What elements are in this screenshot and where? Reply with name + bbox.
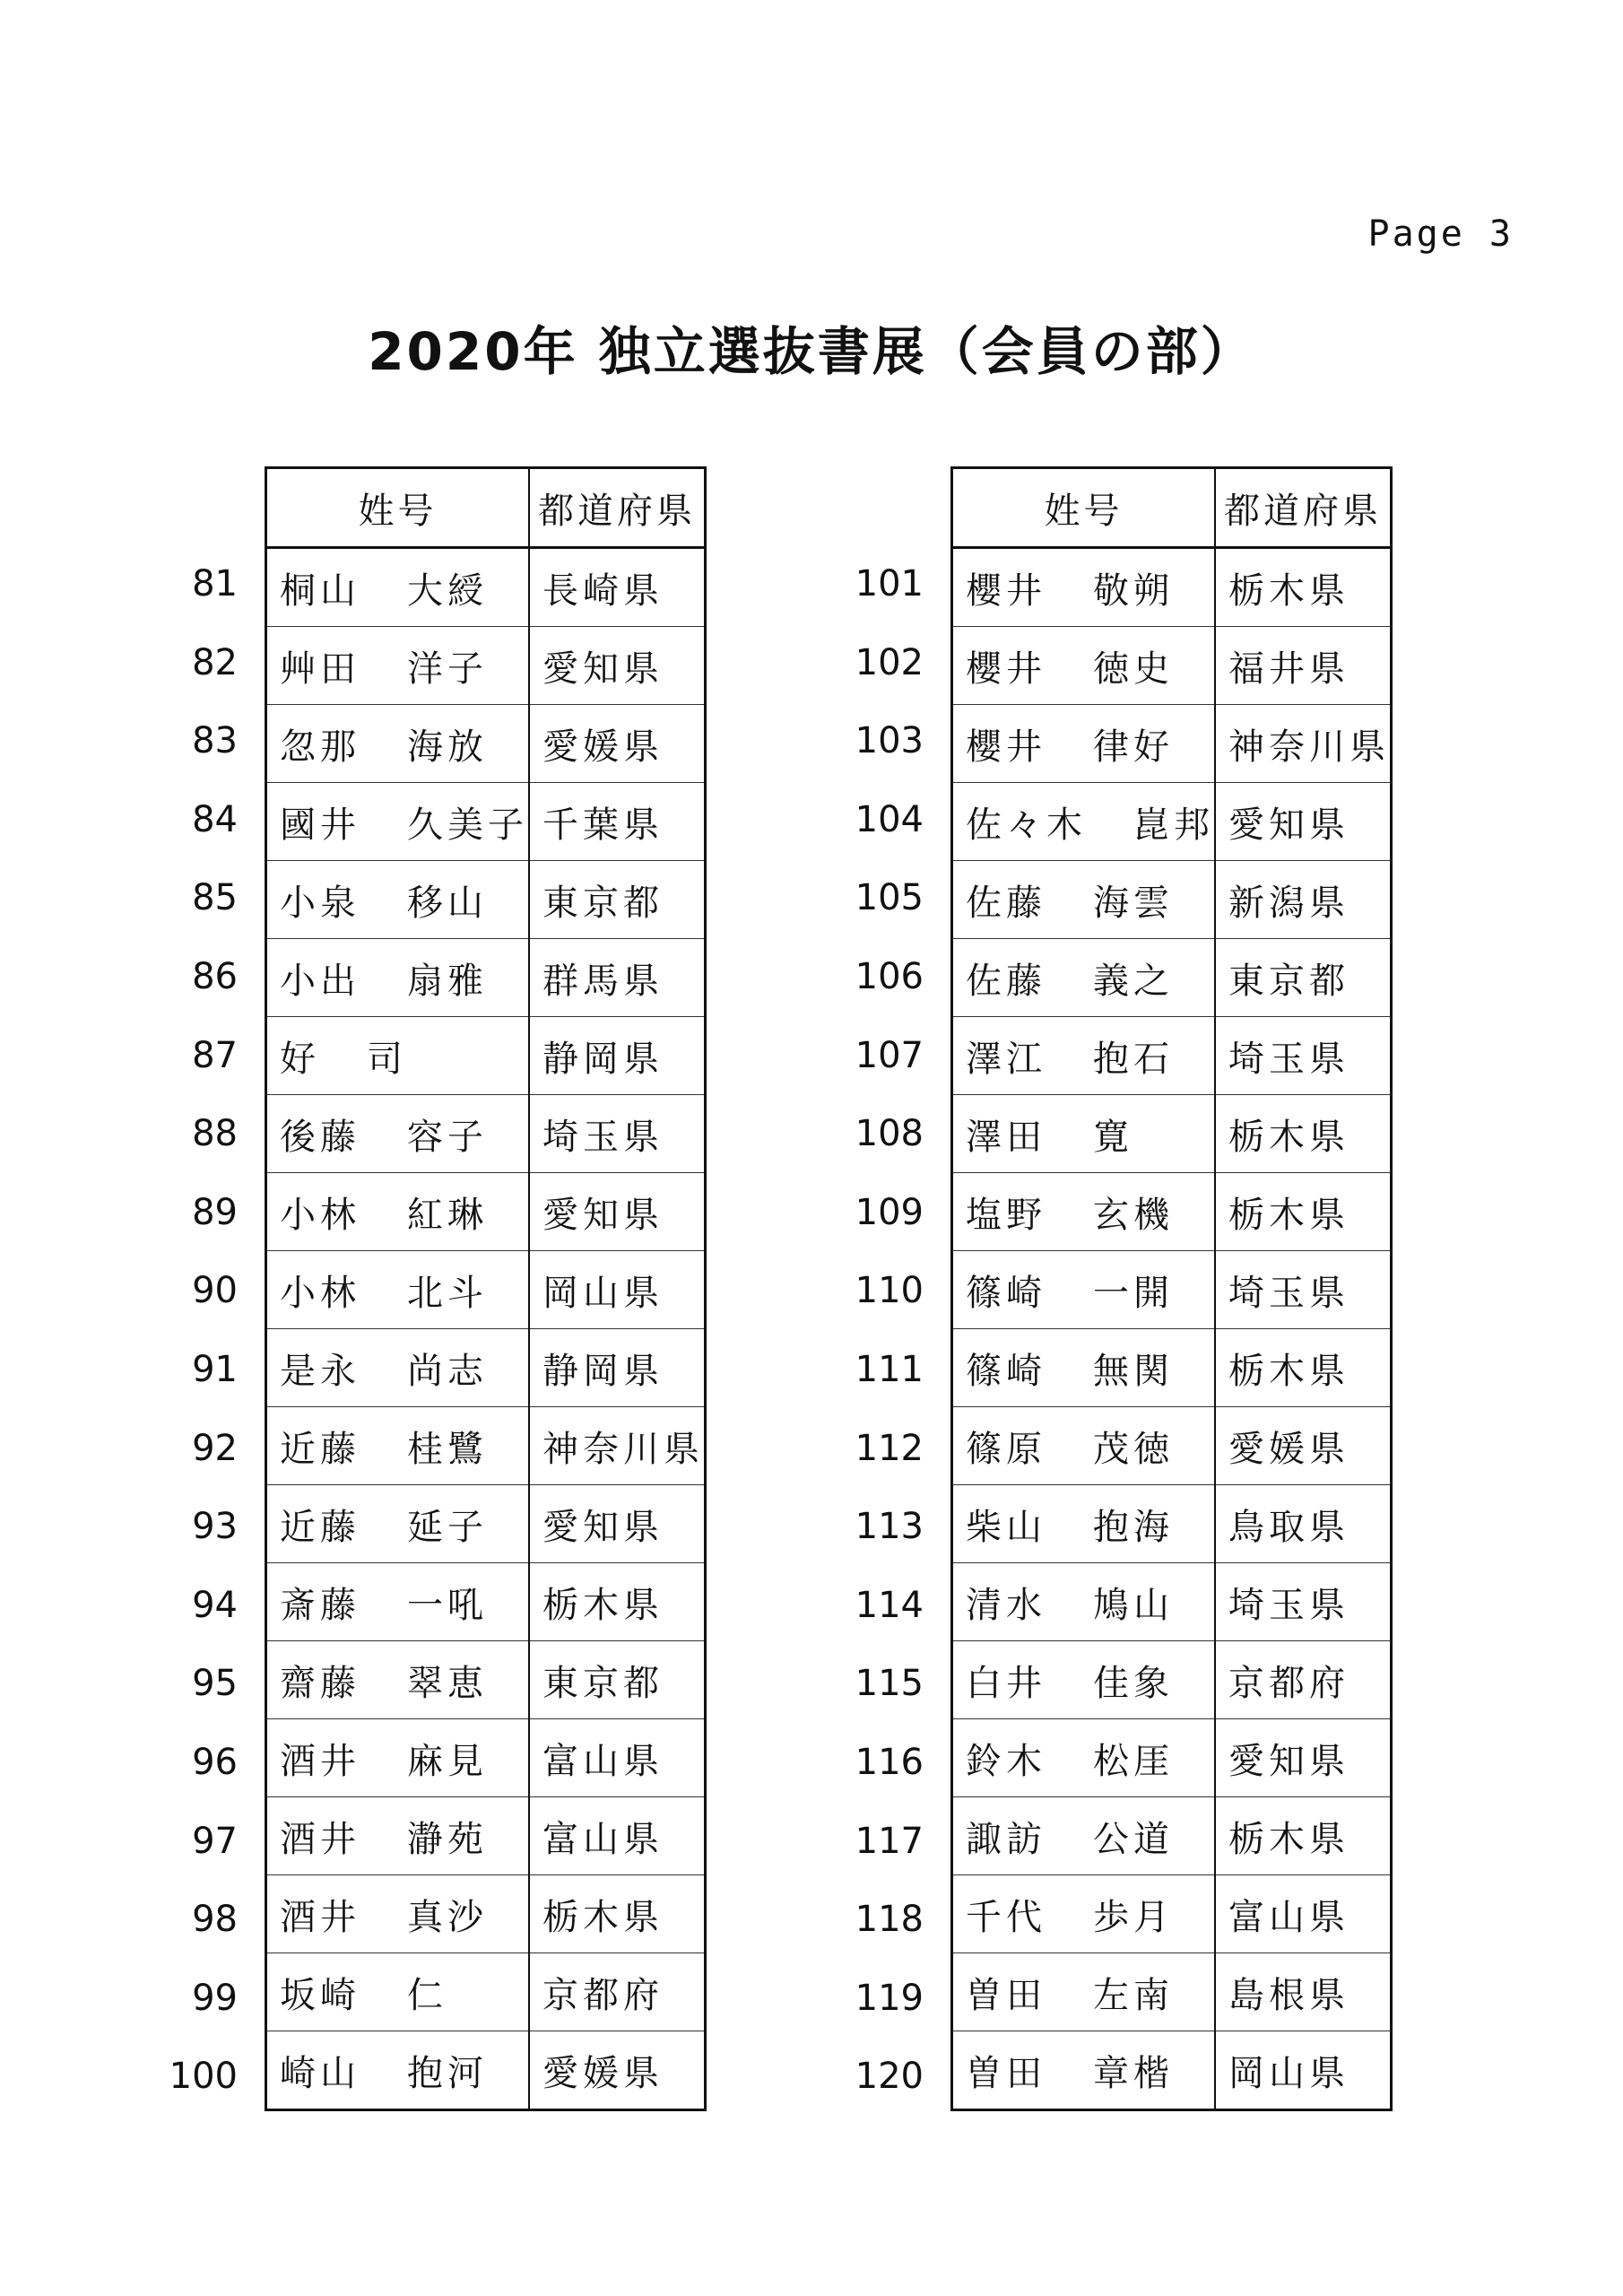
family-name: 篠崎 — [966, 1272, 1046, 1314]
name-cell — [952, 783, 1216, 861]
row-number: 82 — [192, 641, 238, 683]
family-name: 澤江 — [966, 1038, 1046, 1080]
table-row — [952, 1641, 1392, 1719]
table-row — [266, 1329, 706, 1407]
prefecture-cell: 愛知県 — [529, 1485, 706, 1563]
row-number: 111 — [855, 1348, 924, 1390]
prefecture-cell: 福井県 — [1215, 627, 1392, 705]
given-name: 桂鷺 — [407, 1428, 488, 1470]
prefecture-cell: 愛知県 — [529, 627, 706, 705]
table-row — [266, 1953, 706, 2031]
row-number: 95 — [192, 1663, 238, 1705]
row-number: 108 — [855, 1113, 924, 1155]
given-name: 海雲 — [1093, 882, 1174, 924]
family-name: 篠崎 — [966, 1350, 1046, 1392]
row-number: 83 — [192, 720, 238, 762]
row-number: 100 — [169, 2056, 238, 2098]
prefecture-cell: 愛媛県 — [1215, 1407, 1392, 1485]
family-name: 是永 — [280, 1350, 360, 1392]
table-row — [266, 1017, 706, 1095]
name-cell — [266, 783, 530, 861]
row-number: 117 — [855, 1820, 924, 1862]
right-roster-table — [950, 466, 1393, 2111]
prefecture-cell: 富山県 — [529, 1797, 706, 1875]
prefecture-cell: 栃木県 — [1215, 1797, 1392, 1875]
table-row — [952, 1173, 1392, 1251]
table-row — [266, 783, 706, 861]
given-name: 茂徳 — [1093, 1428, 1174, 1470]
prefecture-column-header: 都道府県 — [1215, 468, 1392, 548]
given-name: 左南 — [1093, 1974, 1174, 2016]
name-cell — [266, 1563, 530, 1641]
prefecture-cell: 富山県 — [529, 1719, 706, 1797]
prefecture-cell: 東京都 — [529, 861, 706, 939]
table-row — [266, 1797, 706, 1875]
given-name: 玄機 — [1093, 1194, 1174, 1236]
family-name: 坂崎 — [280, 1974, 360, 2016]
name-cell — [952, 1173, 1216, 1251]
name-cell — [952, 1563, 1216, 1641]
row-number: 85 — [192, 877, 238, 919]
table-row — [266, 627, 706, 705]
row-number: 90 — [192, 1270, 238, 1312]
name-cell — [952, 1329, 1216, 1407]
given-name: 佳象 — [1093, 1662, 1174, 1704]
family-name: 佐藤 — [966, 960, 1046, 1002]
family-name: 佐々木 — [966, 804, 1087, 846]
family-name: 酒井 — [280, 1818, 360, 1860]
family-name: 櫻井 — [966, 648, 1046, 690]
table-row — [952, 1953, 1392, 2031]
table-row — [266, 2031, 706, 2110]
prefecture-cell: 群馬県 — [529, 939, 706, 1017]
prefecture-cell: 埼玉県 — [1215, 1251, 1392, 1329]
prefecture-cell: 富山県 — [1215, 1875, 1392, 1953]
name-cell — [266, 1017, 530, 1095]
name-cell — [952, 1953, 1216, 2031]
family-name: 小林 — [280, 1272, 360, 1314]
row-number: 98 — [192, 1899, 238, 1941]
family-name: 澤田 — [966, 1116, 1046, 1158]
prefecture-column-header: 都道府県 — [529, 468, 706, 548]
family-name: 諏訪 — [966, 1818, 1046, 1860]
prefecture-cell: 神奈川県 — [529, 1407, 706, 1485]
name-cell — [952, 1407, 1216, 1485]
given-name: 徳史 — [1093, 648, 1174, 690]
table-row — [952, 1875, 1392, 1953]
table-row — [952, 627, 1392, 705]
row-number: 113 — [855, 1506, 924, 1548]
given-name: 扇雅 — [407, 960, 488, 1002]
table-row — [266, 1641, 706, 1719]
row-number: 101 — [855, 563, 924, 604]
family-name: 艸田 — [280, 648, 360, 690]
name-cell — [266, 939, 530, 1017]
table-row — [266, 1719, 706, 1797]
given-name: 崑邦 — [1133, 804, 1214, 846]
name-cell — [952, 705, 1216, 783]
row-number: 110 — [855, 1270, 924, 1312]
table-row — [266, 705, 706, 783]
family-name: 酒井 — [280, 1896, 360, 1938]
table-row — [952, 1485, 1392, 1563]
prefecture-cell: 静岡県 — [529, 1017, 706, 1095]
name-cell — [266, 1875, 530, 1953]
prefecture-cell: 長崎県 — [529, 548, 706, 627]
family-name: 桐山 — [280, 570, 360, 612]
given-name: 麻見 — [407, 1740, 488, 1782]
row-number: 86 — [192, 955, 238, 997]
name-cell — [266, 1329, 530, 1407]
table-row — [266, 939, 706, 1017]
row-number: 119 — [855, 1977, 924, 2019]
right-header-row — [952, 468, 1392, 548]
table-row — [952, 2031, 1392, 2110]
row-number: 94 — [192, 1584, 238, 1626]
prefecture-cell: 千葉県 — [529, 783, 706, 861]
given-name: 海放 — [407, 726, 488, 768]
name-cell — [266, 1485, 530, 1563]
prefecture-cell: 京都府 — [529, 1953, 706, 2031]
given-name: 敬朔 — [1093, 570, 1174, 612]
family-name: 小出 — [280, 960, 360, 1002]
given-name: 寛 — [1093, 1116, 1133, 1158]
row-number: 107 — [855, 1034, 924, 1076]
table-row — [266, 1407, 706, 1485]
family-name: 柴山 — [966, 1506, 1046, 1548]
row-number: 120 — [855, 2056, 924, 2098]
family-name: 曽田 — [966, 2052, 1046, 2094]
prefecture-cell: 栃木県 — [1215, 548, 1392, 627]
table-row — [266, 861, 706, 939]
given-name: 律好 — [1093, 726, 1174, 768]
given-name: 松厓 — [1093, 1740, 1174, 1782]
family-name: 清水 — [966, 1584, 1046, 1626]
right-row-numbers — [825, 466, 924, 2117]
table-row — [266, 1095, 706, 1173]
given-name: 章楷 — [1093, 2052, 1174, 2094]
given-name: 抱河 — [407, 2052, 488, 2094]
table-row — [266, 1173, 706, 1251]
given-name: 北斗 — [407, 1272, 488, 1314]
given-name: 瀞苑 — [407, 1818, 488, 1860]
table-row — [952, 1251, 1392, 1329]
prefecture-cell: 東京都 — [1215, 939, 1392, 1017]
prefecture-cell: 栃木県 — [1215, 1173, 1392, 1251]
table-row — [266, 1251, 706, 1329]
family-name: 塩野 — [966, 1194, 1046, 1236]
name-cell — [266, 627, 530, 705]
given-name: 公道 — [1093, 1818, 1174, 1860]
row-number-spacer — [139, 466, 238, 545]
prefecture-cell: 静岡県 — [529, 1329, 706, 1407]
row-number: 102 — [855, 641, 924, 683]
row-number: 88 — [192, 1113, 238, 1155]
prefecture-cell: 埼玉県 — [1215, 1563, 1392, 1641]
name-cell — [952, 2031, 1216, 2110]
name-cell — [266, 1251, 530, 1329]
name-cell — [952, 1719, 1216, 1797]
table-row — [952, 861, 1392, 939]
family-name: 後藤 — [280, 1116, 360, 1158]
name-column-header: 姓号 — [952, 468, 1216, 548]
given-name: 久美子 — [407, 804, 528, 846]
family-name: 近藤 — [280, 1506, 360, 1548]
prefecture-cell: 愛媛県 — [529, 705, 706, 783]
name-cell — [952, 1875, 1216, 1953]
name-cell — [952, 861, 1216, 939]
family-name: 齋藤 — [280, 1662, 360, 1704]
prefecture-cell: 東京都 — [529, 1641, 706, 1719]
given-name: 移山 — [407, 882, 488, 924]
table-row — [952, 1329, 1392, 1407]
family-name: 酒井 — [280, 1740, 360, 1782]
family-name: 佐藤 — [966, 882, 1046, 924]
given-name: 抱石 — [1093, 1038, 1174, 1080]
given-name: 容子 — [407, 1116, 488, 1158]
name-cell — [952, 1641, 1216, 1719]
prefecture-cell: 島根県 — [1215, 1953, 1392, 2031]
prefecture-cell: 神奈川県 — [1215, 705, 1392, 783]
row-number: 91 — [192, 1348, 238, 1390]
family-name: 近藤 — [280, 1428, 360, 1470]
family-name: 忽那 — [280, 726, 360, 768]
name-cell — [266, 1173, 530, 1251]
row-number-spacer — [825, 466, 924, 545]
name-cell — [952, 627, 1216, 705]
prefecture-cell: 栃木県 — [1215, 1329, 1392, 1407]
row-number: 106 — [855, 955, 924, 997]
prefecture-cell: 栃木県 — [1215, 1095, 1392, 1173]
row-number: 81 — [192, 563, 238, 604]
given-name: 一開 — [1093, 1272, 1174, 1314]
row-number: 116 — [855, 1741, 924, 1783]
given-name: 洋子 — [407, 648, 488, 690]
given-name: 尚志 — [407, 1350, 488, 1392]
table-row — [952, 1017, 1392, 1095]
name-cell — [952, 1095, 1216, 1173]
family-name: 好 — [280, 1038, 320, 1080]
name-cell — [266, 705, 530, 783]
row-number: 92 — [192, 1427, 238, 1469]
table-row — [266, 1875, 706, 1953]
prefecture-cell: 栃木県 — [529, 1563, 706, 1641]
table-row — [952, 1719, 1392, 1797]
name-cell — [952, 1485, 1216, 1563]
name-cell — [952, 1251, 1216, 1329]
family-name: 白井 — [966, 1662, 1046, 1704]
name-cell — [266, 1641, 530, 1719]
given-name: 歩月 — [1093, 1896, 1174, 1938]
row-number: 103 — [855, 720, 924, 762]
given-name: 義之 — [1093, 960, 1174, 1002]
row-number: 114 — [855, 1584, 924, 1626]
table-row — [952, 705, 1392, 783]
row-number: 93 — [192, 1506, 238, 1548]
family-name: 櫻井 — [966, 726, 1046, 768]
name-cell — [266, 861, 530, 939]
row-number: 87 — [192, 1034, 238, 1076]
name-cell — [952, 548, 1216, 627]
row-number: 104 — [855, 798, 924, 840]
family-name: 小林 — [280, 1194, 360, 1236]
family-name: 小泉 — [280, 882, 360, 924]
table-row — [952, 1797, 1392, 1875]
given-name: 司 — [367, 1038, 407, 1080]
left-row-numbers — [139, 466, 238, 2117]
table-row — [952, 783, 1392, 861]
given-name: 紅琳 — [407, 1194, 488, 1236]
row-number: 89 — [192, 1191, 238, 1233]
given-name: 無関 — [1093, 1350, 1174, 1392]
prefecture-cell: 愛知県 — [1215, 783, 1392, 861]
given-name: 一吼 — [407, 1584, 488, 1626]
row-number: 99 — [192, 1977, 238, 2019]
row-number: 118 — [855, 1899, 924, 1941]
prefecture-cell: 愛知県 — [1215, 1719, 1392, 1797]
row-number: 115 — [855, 1663, 924, 1705]
table-row — [952, 1095, 1392, 1173]
prefecture-cell: 岡山県 — [529, 1251, 706, 1329]
family-name: 曽田 — [966, 1974, 1046, 2016]
page-number: Page 3 — [1367, 213, 1514, 255]
table-row — [952, 939, 1392, 1017]
family-name: 篠原 — [966, 1428, 1046, 1470]
name-cell — [266, 1407, 530, 1485]
name-column-header: 姓号 — [266, 468, 530, 548]
name-cell — [266, 1797, 530, 1875]
prefecture-cell: 埼玉県 — [529, 1095, 706, 1173]
family-name: 櫻井 — [966, 570, 1046, 612]
family-name: 千代 — [966, 1896, 1046, 1938]
left-roster-table — [265, 466, 707, 2111]
given-name: 真沙 — [407, 1896, 488, 1938]
row-number: 97 — [192, 1820, 238, 1862]
given-name: 仁 — [407, 1974, 447, 2016]
row-number: 109 — [855, 1191, 924, 1233]
name-cell — [266, 2031, 530, 2110]
given-name: 延子 — [407, 1506, 488, 1548]
prefecture-cell: 鳥取県 — [1215, 1485, 1392, 1563]
family-name: 崎山 — [280, 2052, 360, 2094]
prefecture-cell: 埼玉県 — [1215, 1017, 1392, 1095]
name-cell — [952, 1017, 1216, 1095]
prefecture-cell: 京都府 — [1215, 1641, 1392, 1719]
row-number: 105 — [855, 877, 924, 919]
row-number: 96 — [192, 1741, 238, 1783]
name-cell — [266, 1953, 530, 2031]
table-row — [952, 1563, 1392, 1641]
given-name: 鳩山 — [1093, 1584, 1174, 1626]
table-row — [266, 1563, 706, 1641]
family-name: 國井 — [280, 804, 360, 846]
left-header-row — [266, 468, 706, 548]
name-cell — [266, 1095, 530, 1173]
prefecture-cell: 栃木県 — [529, 1875, 706, 1953]
name-cell — [266, 548, 530, 627]
table-row — [266, 548, 706, 627]
name-cell — [952, 939, 1216, 1017]
given-name: 抱海 — [1093, 1506, 1174, 1548]
document-title: 2020年 独立選抜書展（会員の部） — [368, 321, 1255, 382]
prefecture-cell: 新潟県 — [1215, 861, 1392, 939]
prefecture-cell: 岡山県 — [1215, 2031, 1392, 2110]
given-name: 大綬 — [407, 570, 488, 612]
row-number: 112 — [855, 1427, 924, 1469]
table-row — [952, 1407, 1392, 1485]
table-row — [266, 1485, 706, 1563]
prefecture-cell: 愛媛県 — [529, 2031, 706, 2110]
family-name: 斎藤 — [280, 1584, 360, 1626]
table-row — [952, 548, 1392, 627]
given-name: 翠恵 — [407, 1662, 488, 1704]
name-cell — [266, 1719, 530, 1797]
name-cell — [952, 1797, 1216, 1875]
prefecture-cell: 愛知県 — [529, 1173, 706, 1251]
family-name: 鈴木 — [966, 1740, 1046, 1782]
row-number: 84 — [192, 798, 238, 840]
